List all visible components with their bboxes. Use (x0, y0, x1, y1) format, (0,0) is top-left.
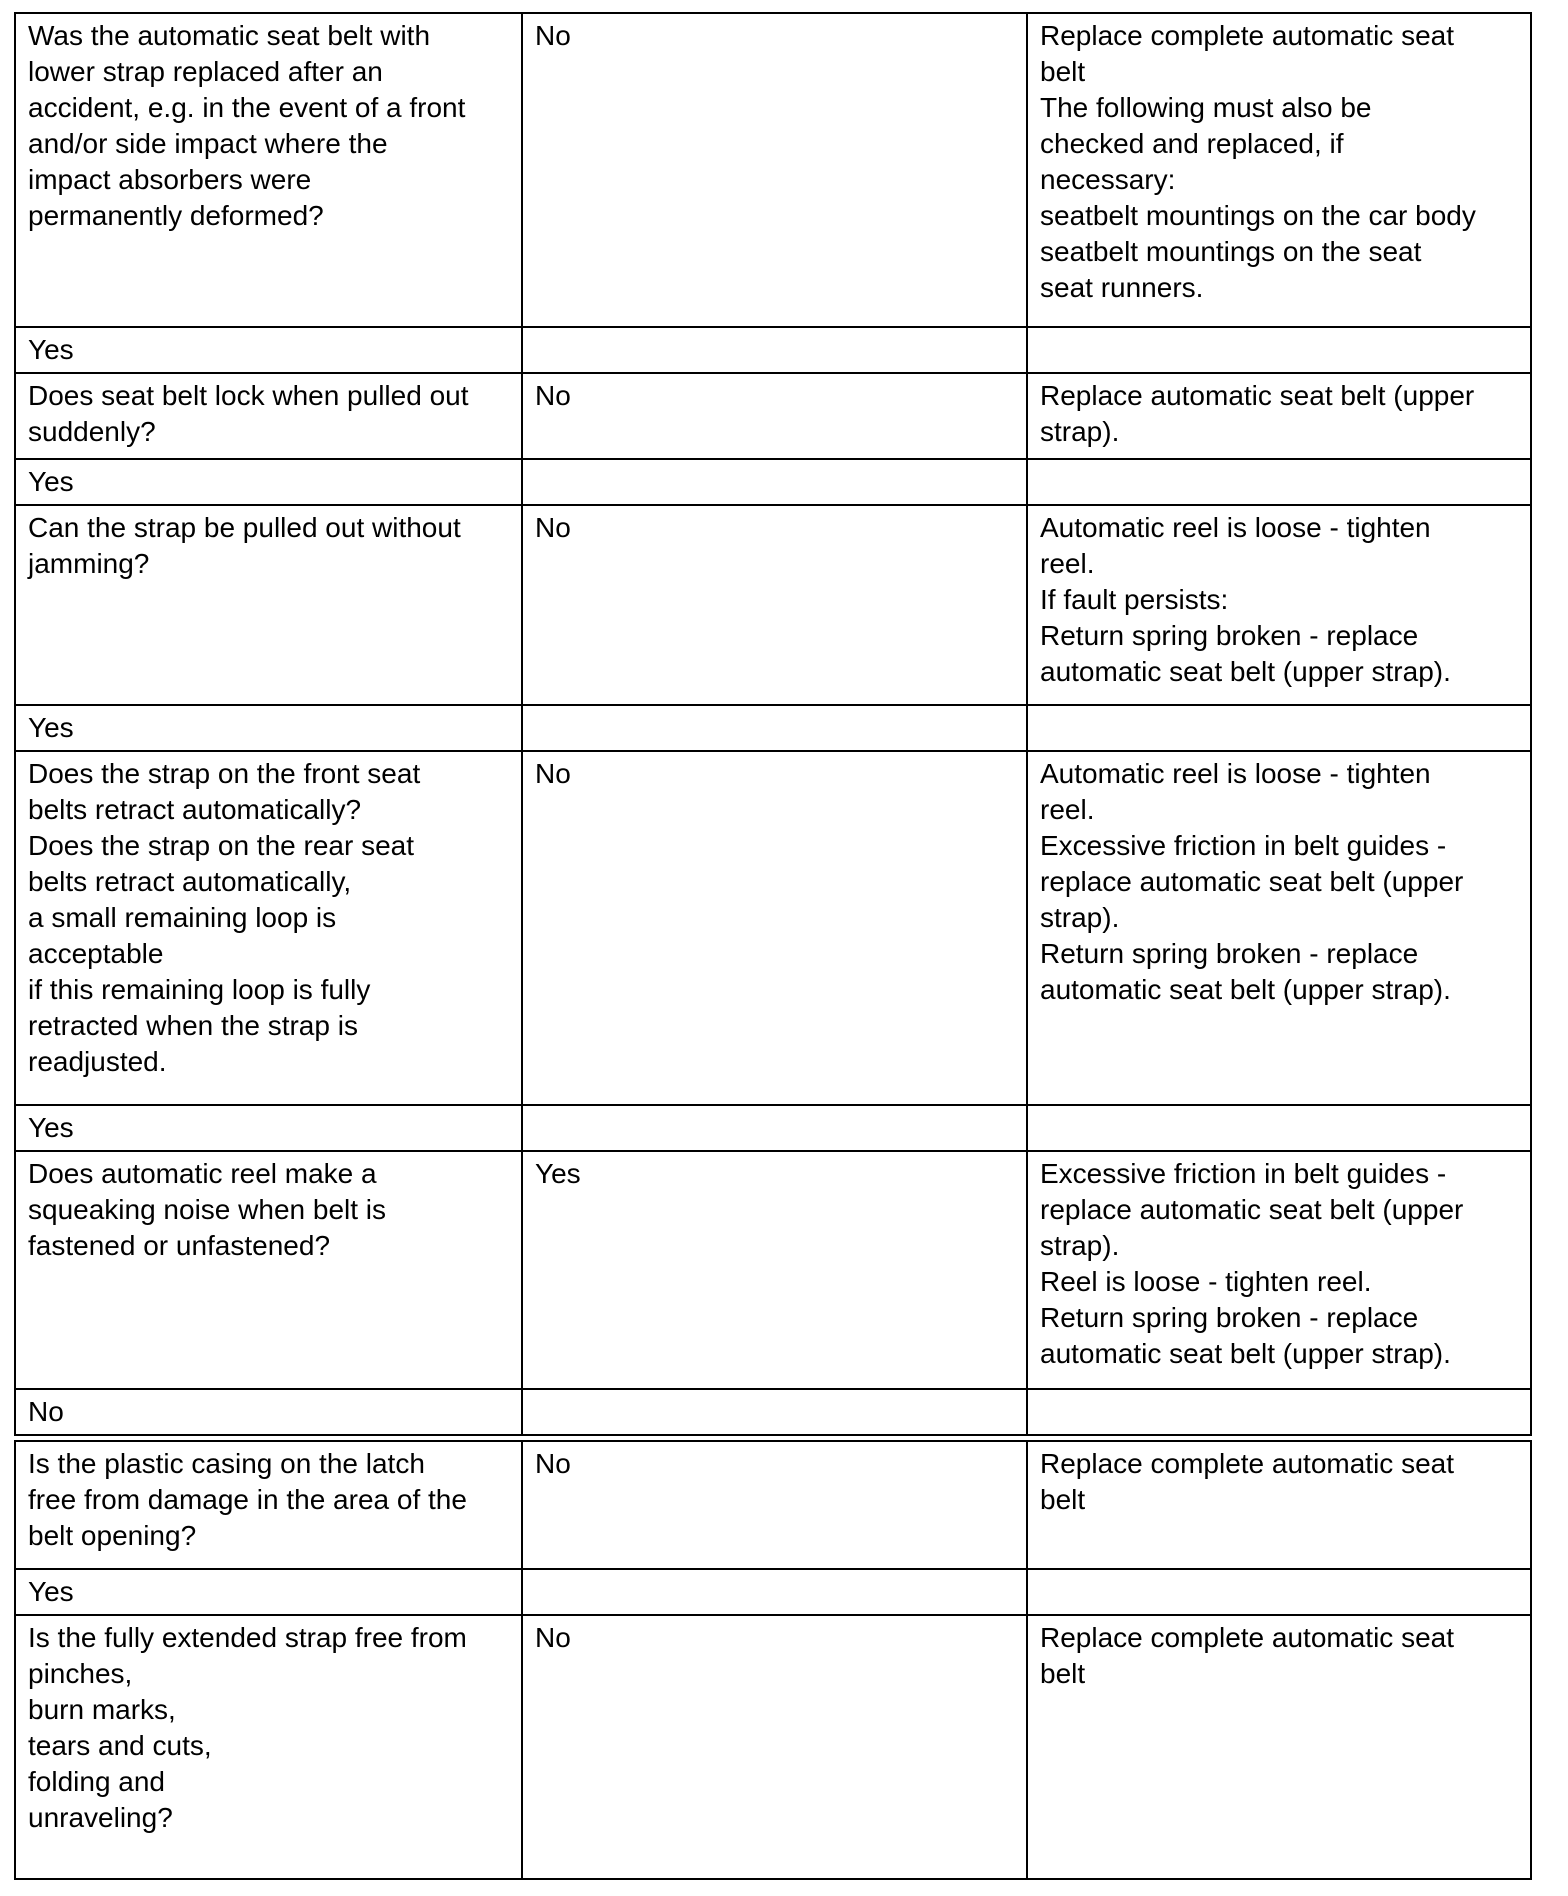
question-cell: Does seat belt lock when pulled out suddenly? (15, 373, 522, 459)
empty-cell (1027, 1105, 1531, 1151)
diagnostic-document (14, 12, 1530, 1880)
result-cell: No (522, 751, 1027, 1105)
action-cell: Replace automatic seat belt (upper strap). (1027, 373, 1531, 459)
answer-cell: Yes (15, 327, 522, 373)
question-row (15, 1615, 1531, 1879)
empty-cell (522, 1569, 1027, 1615)
question-cell: Is the plastic casing on the latch free from damage in the area of the belt opening? (15, 1441, 522, 1569)
question-cell: Does automatic reel make a squeaking noise when belt is fastened or unfastened? (15, 1151, 522, 1389)
answer-row (15, 1389, 1531, 1435)
question-row (15, 373, 1531, 459)
question-cell: Is the fully extended strap free from pinches, burn marks, tears and cuts, folding and unraveling? (15, 1615, 522, 1879)
result-cell: No (522, 373, 1027, 459)
question-cell: Can the strap be pulled out without jamming? (15, 505, 522, 705)
action-cell: Excessive friction in belt guides - replace automatic seat belt (upper strap). Reel is loose - tighten reel. Return spring broken - replace automatic seat belt (upper strap). (1027, 1151, 1531, 1389)
empty-cell (1027, 459, 1531, 505)
diagnostic-table-1 (14, 12, 1532, 1436)
action-cell: Replace complete automatic seat belt (1027, 1441, 1531, 1569)
question-row (15, 1441, 1531, 1569)
empty-cell (522, 327, 1027, 373)
answer-cell: Yes (15, 705, 522, 751)
empty-cell (522, 705, 1027, 751)
action-cell: Automatic reel is loose - tighten reel. If fault persists: Return spring broken - replace automatic seat belt (upper strap). (1027, 505, 1531, 705)
result-cell: No (522, 1441, 1027, 1569)
answer-row (15, 705, 1531, 751)
question-row (15, 13, 1531, 327)
result-cell: Yes (522, 1151, 1027, 1389)
empty-cell (522, 459, 1027, 505)
answer-row (15, 1105, 1531, 1151)
empty-cell (522, 1389, 1027, 1435)
question-row (15, 1151, 1531, 1389)
answer-row (15, 327, 1531, 373)
result-cell: No (522, 13, 1027, 327)
diagnostic-table-2 (14, 1440, 1532, 1880)
result-cell: No (522, 505, 1027, 705)
question-row (15, 505, 1531, 705)
question-row (15, 751, 1531, 1105)
empty-cell (1027, 705, 1531, 751)
answer-cell: No (15, 1389, 522, 1435)
empty-cell (522, 1105, 1027, 1151)
empty-cell (1027, 1569, 1531, 1615)
answer-row (15, 459, 1531, 505)
question-cell: Does the strap on the front seat belts retract automatically? Does the strap on the rear seat belts retract automatically, a small remaining loop is acceptable if this remaining loop is fully retracted when the strap is readjusted. (15, 751, 522, 1105)
answer-cell: Yes (15, 459, 522, 505)
question-cell: Was the automatic seat belt with lower strap replaced after an accident, e.g. in the event of a front and/or side impact where the impact absorbers were permanently deformed? (15, 13, 522, 327)
empty-cell (1027, 327, 1531, 373)
action-cell: Automatic reel is loose - tighten reel. Excessive friction in belt guides - replace automatic seat belt (upper strap). Return spring broken - replace automatic seat belt (upper strap). (1027, 751, 1531, 1105)
action-cell: Replace complete automatic seat belt (1027, 1615, 1531, 1879)
answer-cell: Yes (15, 1105, 522, 1151)
empty-cell (1027, 1389, 1531, 1435)
result-cell: No (522, 1615, 1027, 1879)
answer-cell: Yes (15, 1569, 522, 1615)
action-cell: Replace complete automatic seat belt The following must also be checked and replaced, if necessary: seatbelt mountings on the car body seatbelt mountings on the seat seat runners. (1027, 13, 1531, 327)
answer-row (15, 1569, 1531, 1615)
